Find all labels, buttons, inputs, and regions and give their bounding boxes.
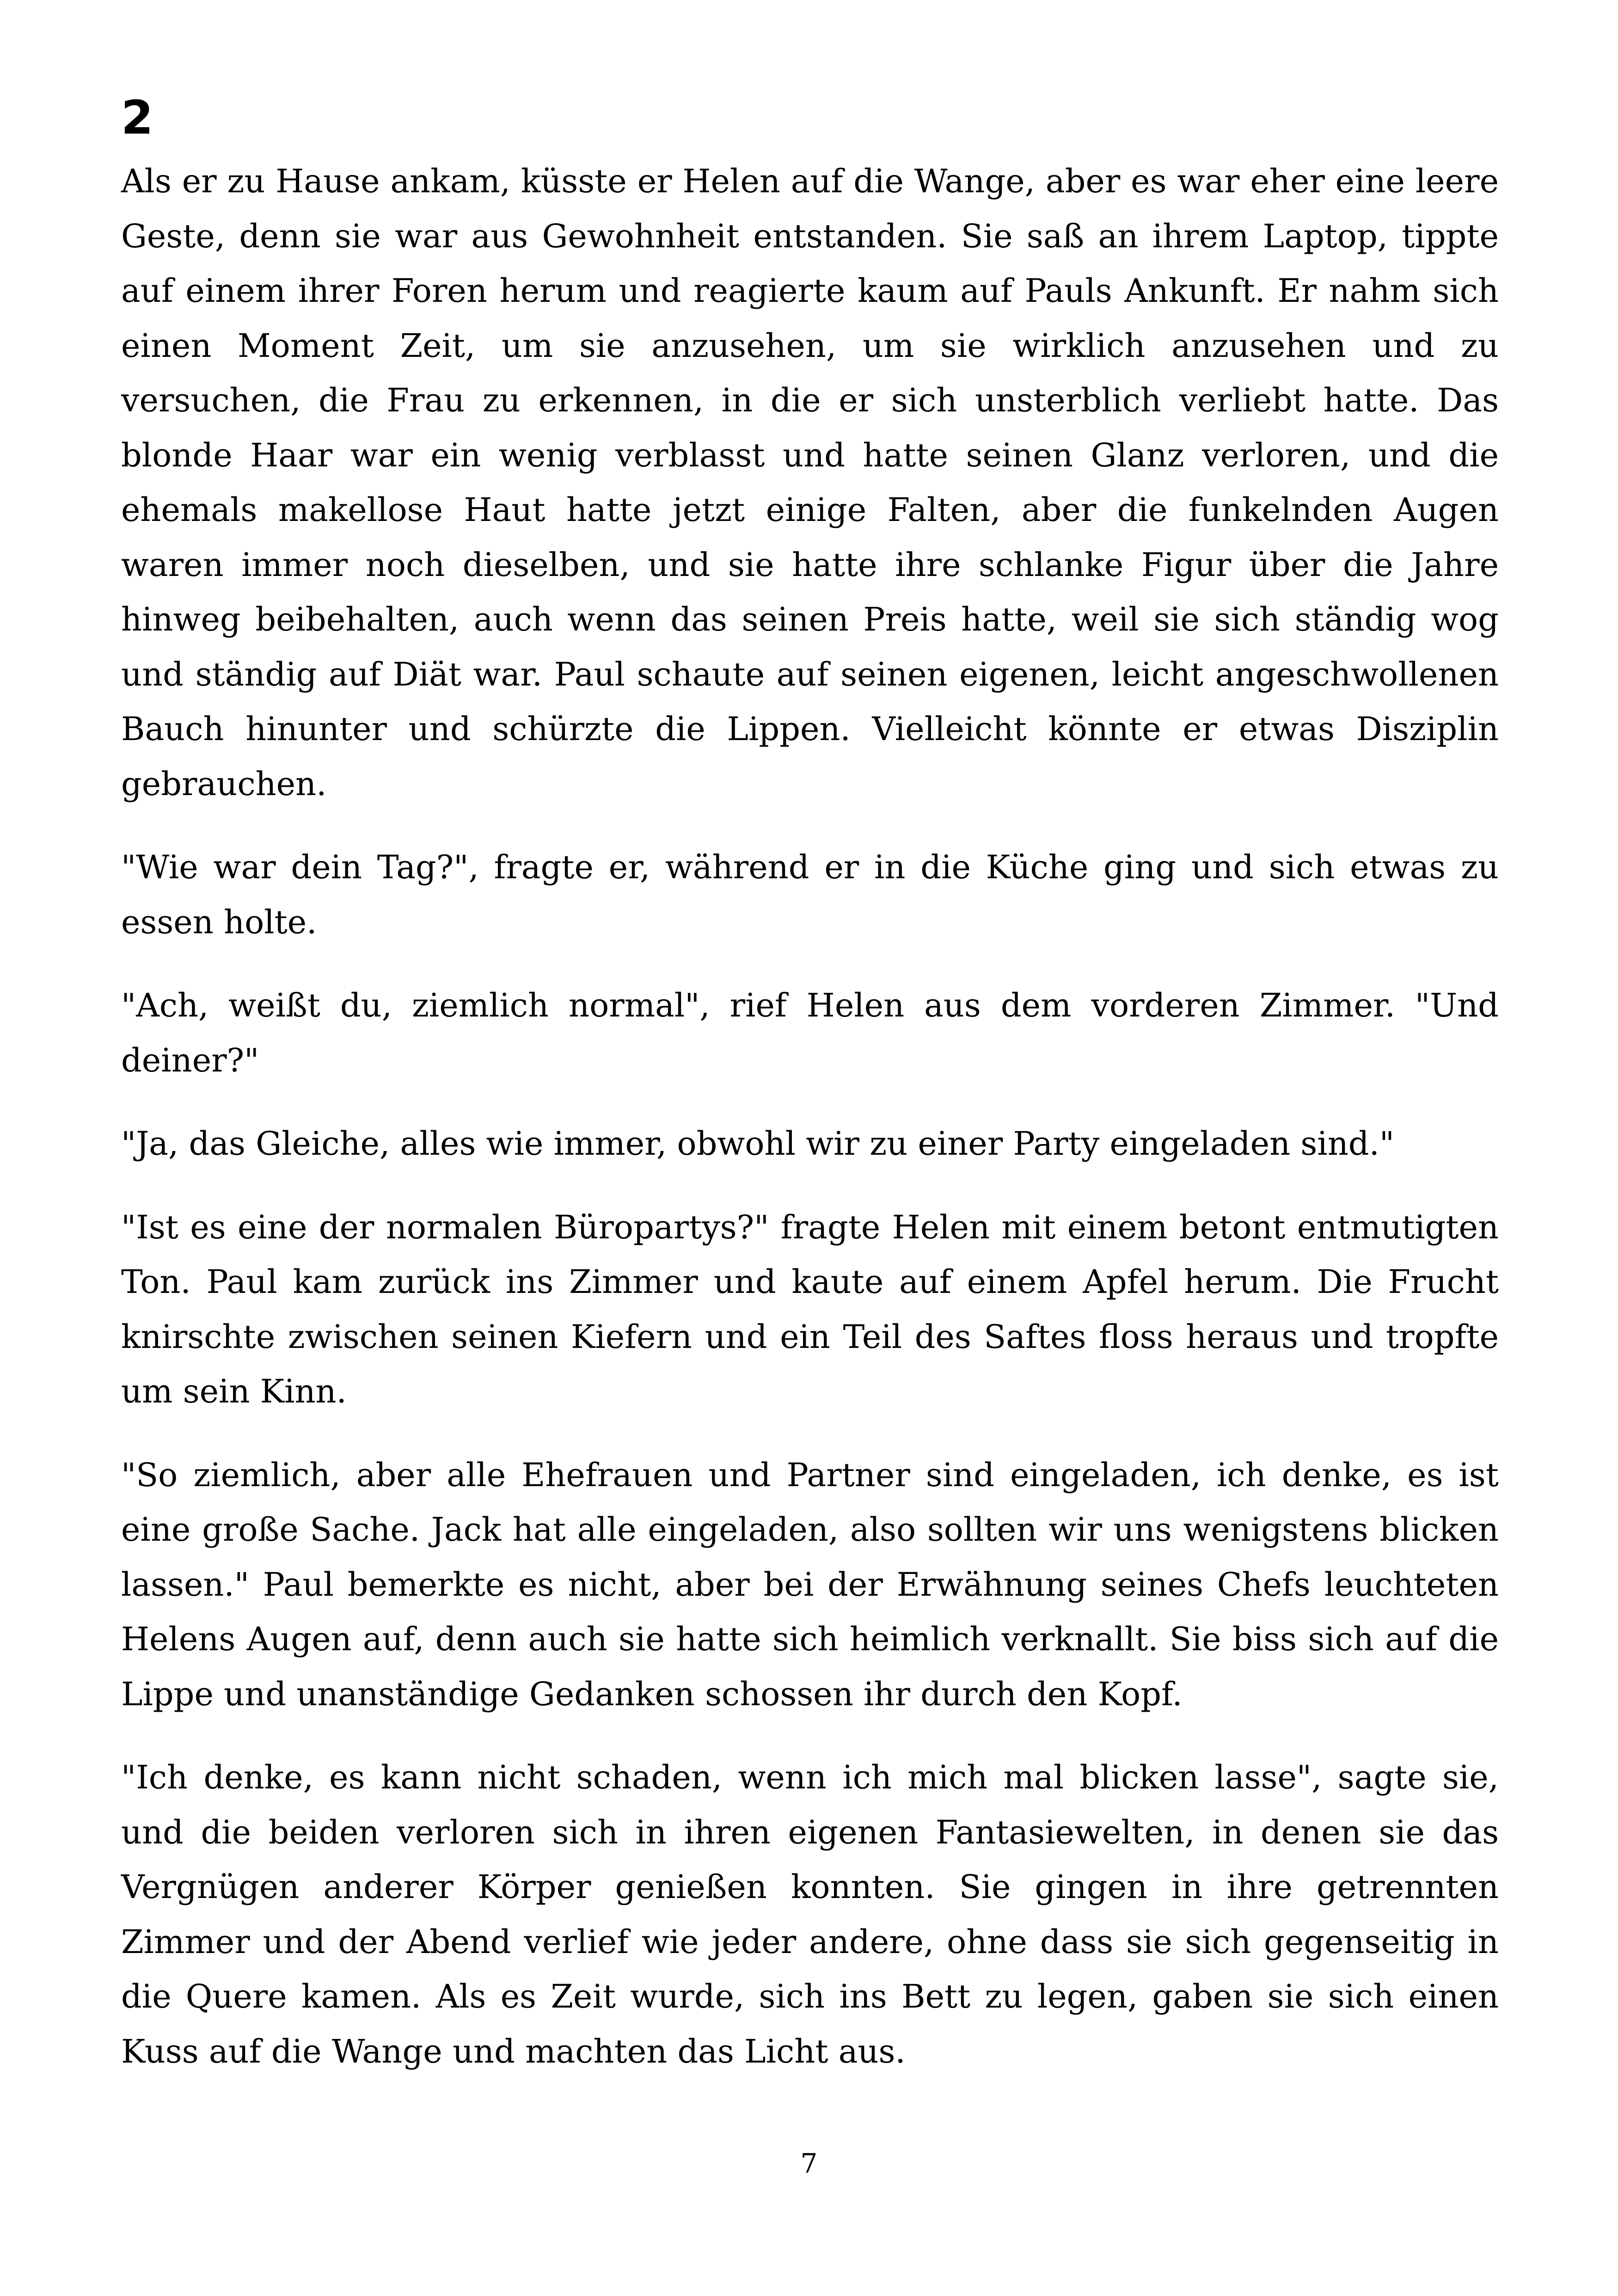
paragraph: "Ach, weißt du, ziemlich normal", rief Helen aus dem vorderen Zimmer. "Und deiner?" [121,986,1499,1079]
body-text [121,154,1499,2107]
paragraph: Als er zu Hause ankam, küsste er Helen auf die Wange, aber es war eher eine leere Geste, denn sie war aus Gewohnheit entstanden. Sie saß an ihrem Laptop, tippte auf einem ihrer Foren herum und reagierte kaum auf Pauls Ankunft. Er nahm sich einen Moment Zeit, um sie anzusehen, um sie wirklich anzusehen und zu versuchen, die Frau zu erkennen, in die er sich unsterblich verliebt hatte. Das blonde Haar war ein wenig verblasst und hatte seinen Glanz verloren, und die ehemals makellose Haut hatte jetzt einige Falten, aber die funkelnden Augen waren immer noch dieselben, und sie hatte ihre schlanke Figur über die Jahre hinweg beibehalten, auch wenn das seinen Preis hatte, weil sie sich ständig wog und ständig auf Diät war. Paul schaute auf seinen eigenen, leicht angeschwollenen Bauch hinunter und schürzte die Lippen. Vielleicht könnte er etwas Disziplin gebrauchen. [121,162,1499,803]
paragraph: "Wie war dein Tag?", fragte er, während er in die Küche ging und sich etwas zu essen holte. [121,848,1499,941]
paragraph: "So ziemlich, aber alle Ehefrauen und Partner sind eingeladen, ich denke, es ist eine große Sache. Jack hat alle eingeladen, also sollten wir uns wenigstens blicken lassen." Paul bemerkte es nicht, aber bei der Erwähnung seines Chefs leuchteten Helens Augen auf, denn auch sie hatte sich heimlich verknallt. Sie biss sich auf die Lippe und unanständige Gedanken schossen ihr durch den Kopf. [121,1456,1499,1713]
paragraph: "Ich denke, es kann nicht schaden, wenn ich mich mal blicken lasse", sagte sie, und die beiden verloren sich in ihren eigenen Fantasiewelten, in denen sie das Vergnügen anderer Körper genießen konnten. Sie gingen in ihre getrennten Zimmer und der Abend verlief wie jeder andere, ohne dass sie sich gegenseitig in die Quere kamen. Als es Zeit wurde, sich ins Bett zu legen, gaben sie sich einen Kuss auf die Wange und machten das Licht aus. [121,1758,1499,2070]
paragraph: "Ja, das Gleiche, alles wie immer, obwohl wir zu einer Party eingeladen sind." [121,1125,1395,1163]
chapter-number: 2 [121,91,153,145]
page-number: 7 [800,2148,818,2179]
paragraph: "Ist es eine der normalen Büropartys?" fragte Helen mit einem betont entmutigten Ton. Paul kam zurück ins Zimmer und kaute auf einem Apfel herum. Die Frucht knirschte zwischen seinen Kiefern und ein Teil des Saftes floss heraus und tropfte um sein Kinn. [121,1208,1499,1410]
